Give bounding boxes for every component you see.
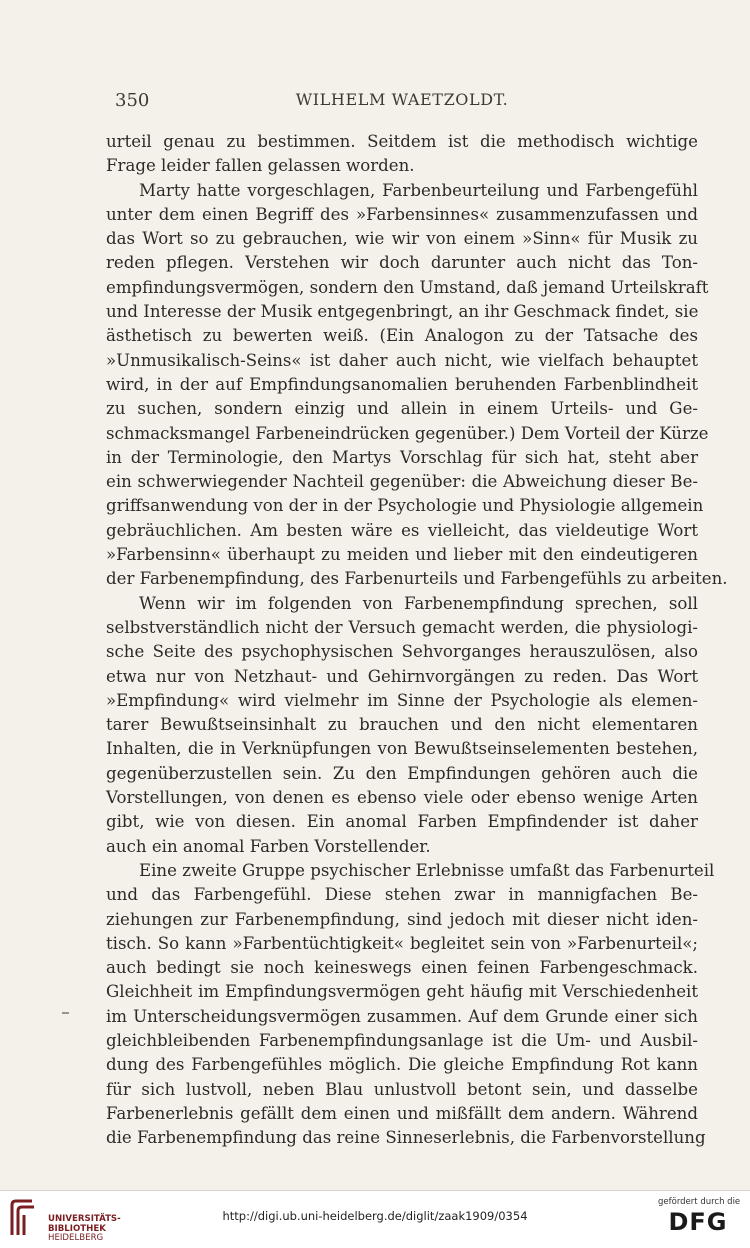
- running-head: WILHELM WAETZOLDT.: [295, 90, 509, 109]
- text-line: empfindungsvermögen, sondern den Umstand, daß jemand Urteilskraft: [106, 277, 709, 297]
- text-line: gleichbleibenden Farbenempfindungsanlage ist die Um- und Ausbil-: [106, 1030, 698, 1050]
- text-line: Farbenerlebnis gefällt dem einen und mißfällt dem andern. Während: [106, 1103, 698, 1123]
- text-line: »Unmusikalisch-Seins« ist daher auch nicht, wie vielfach behauptet: [106, 350, 698, 370]
- text-line: und Interesse der Musik entgegenbringt, an ihr Geschmack findet, sie: [106, 302, 699, 322]
- body-text: [106, 130, 728, 1150]
- text-line: griffsanwendung von der in der Psychologie und Physiologie allgemein: [106, 496, 704, 516]
- text-line: gegenüberzustellen sein. Zu den Empfindungen gehören auch die: [106, 763, 698, 783]
- library-name-line: HEIDELBERG: [48, 1233, 104, 1244]
- page-number: 350: [115, 90, 150, 111]
- text-line: schmacksmangel Farbeneindrücken gegenüber.) Dem Vorteil der Kürze: [106, 423, 709, 443]
- text-line: Inhalten, die in Verknüpfungen von Bewußtseinselementen bestehen,: [106, 739, 698, 759]
- text-line: gibt, wie von diesen. Ein anomal Farben Empfindender ist daher: [106, 812, 698, 832]
- text-line: tarer Bewußtseinsinhalt zu brauchen und den nicht elementaren: [106, 715, 698, 735]
- library-name-line: UNIVERSITÄTS-: [48, 1214, 121, 1224]
- text-line: sche Seite des psychophysischen Sehvorganges herauszulösen, also: [106, 642, 698, 662]
- text-line: Vorstellungen, von denen es ebenso viele oder ebenso wenige Arten: [106, 788, 698, 808]
- text-line: das Wort so zu gebrauchen, wie wir von einem »Sinn« für Musik zu: [106, 229, 698, 249]
- text-line: in der Terminologie, den Martys Vorschlag für sich hat, steht aber: [106, 447, 698, 467]
- text-line: dung des Farbengefühles möglich. Die gleiche Empfindung Rot kann: [106, 1055, 698, 1075]
- text-line: gebräuchlichen. Am besten wäre es vielleicht, das vieldeutige Wort: [106, 520, 698, 540]
- text-line: im Unterscheidungsvermögen zusammen. Auf dem Grunde einer sich: [106, 1006, 698, 1026]
- text-line: zu suchen, sondern einzig und allein in einem Urteils- und Ge-: [106, 399, 698, 419]
- text-line: auch ein anomal Farben Vorstellender.: [106, 836, 431, 856]
- funder-badge: [658, 1197, 741, 1236]
- text-line: »Empfindung« wird vielmehr im Sinne der Psychologie als elemen-: [106, 690, 698, 710]
- text-line: tisch. So kann »Farbentüchtigkeit« begleitet sein von »Farbenurteil«;: [106, 933, 698, 953]
- text-line: Frage leider fallen gelassen worden.: [106, 156, 415, 176]
- text-line: selbstverständlich nicht der Versuch gemacht werden, die physiologi-: [106, 617, 698, 637]
- text-line: wird, in der auf Empfindungsanomalien beruhenden Farbenblindheit: [106, 374, 698, 394]
- page-header: [106, 90, 698, 118]
- funder-caption: gefördert durch die: [658, 1197, 741, 1207]
- text-line: und das Farbengefühl. Diese stehen zwar in mannigfachen Be-: [106, 885, 698, 905]
- text-line: Eine zweite Gruppe psychischer Erlebnisse umfaßt das Farbenurteil: [139, 860, 715, 880]
- text-line: ein schwerwiegender Nachteil gegenüber: die Abweichung dieser Be-: [106, 472, 698, 492]
- text-line: etwa nur von Netzhaut- und Gehirnvorgängen zu reden. Das Wort: [106, 666, 698, 686]
- text-line: die Farbenempfindung das reine Sinneserlebnis, die Farbenvorstellung: [106, 1128, 706, 1148]
- library-name-line: BIBLIOTHEK: [48, 1223, 106, 1234]
- source-url-link[interactable]: http://digi.ub.uni-heidelberg.de/diglit/zaak1909/0354: [222, 1209, 528, 1223]
- text-line: reden pflegen. Verstehen wir doch darunter auch nicht das Ton-: [106, 253, 698, 273]
- text-line: ziehungen zur Farbenempfindung, sind jedoch mit dieser nicht iden-: [106, 909, 698, 929]
- text-line: für sich lustvoll, neben Blau unlustvoll betont sein, und dasselbe: [106, 1079, 698, 1099]
- text-line: ästhetisch zu bewerten weiß. (Ein Analogon zu der Tatsache des: [106, 326, 698, 346]
- text-line: der Farbenempfindung, des Farbenurteils und Farbengefühls zu arbeiten.: [106, 569, 728, 589]
- margin-mark: [62, 1012, 69, 1014]
- text-line: Gleichheit im Empfindungsvermögen geht häufig mit Verschiedenheit: [106, 982, 698, 1002]
- text-line: urteil genau zu bestimmen. Seitdem ist die methodisch wichtige: [106, 132, 698, 151]
- text-line: Marty hatte vorgeschlagen, Farbenbeurteilung und Farbengefühl: [139, 180, 698, 200]
- text-line: unter dem einen Begriff des »Farbensinnes« zusammenzufassen und: [106, 204, 698, 224]
- text-line: Wenn wir im folgenden von Farbenempfindung sprechen, soll: [139, 593, 698, 613]
- footer-bar: [0, 1190, 750, 1248]
- text-line: auch bedingt sie noch keineswegs einen feinen Farbengeschmack.: [106, 958, 698, 978]
- text-line: »Farbensinn« überhaupt zu meiden und lieber mit den eindeutigeren: [106, 545, 698, 565]
- dfg-logo: DFG: [668, 1208, 728, 1236]
